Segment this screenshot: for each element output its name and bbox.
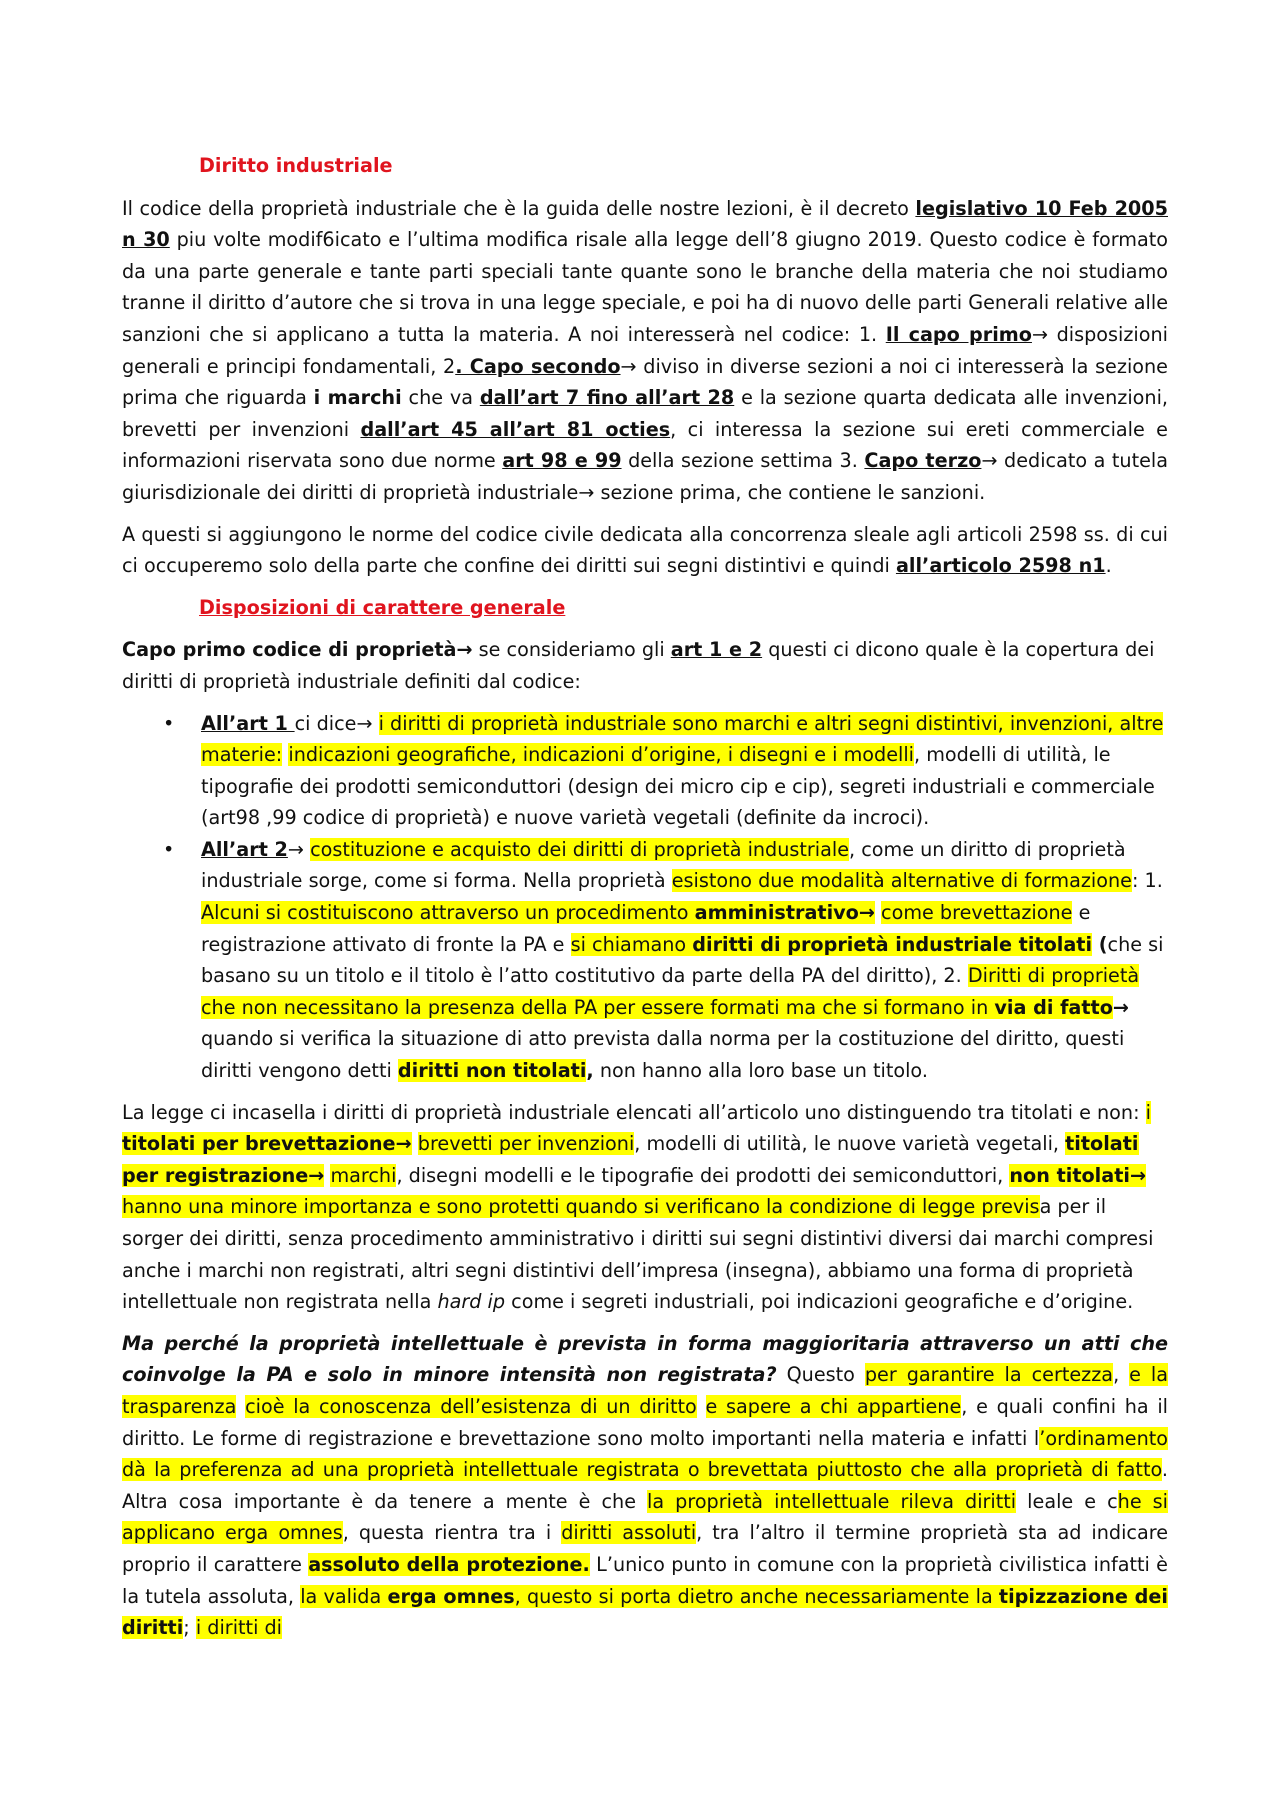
text-run: piu volte modif6icato e l’ultima modifica risale alla legge dell’8 giugno 2019. Questo codice è formato da una parte generale e tante parti speciali tante quante sono le branche della materia che noi studiamo tranne il diritto d’autore che si trova in una legge speciale, e poi ha di nuovo delle parti Generali relative alle sanzioni che si applicano a tutta la materia. A noi interesserà nel codice: 1. [122,228,1168,346]
text-run: All’art 2 [201,837,288,861]
text-run: , come un diritto di proprietà industriale sorge, come si forma. Nella proprietà [201,837,1126,893]
bullet-marker: • [163,711,175,735]
text-run: All’art 1 [201,711,295,735]
bullet-list [122,708,1168,1087]
text-run: → dedicato a tutela giurisdizionale dei diritti di proprietà industriale→ sezione prima, che contiene le sanzioni. [122,449,1168,504]
highlighted-text: come brevettazione [881,901,1073,925]
text-run: leale e c [1016,1489,1118,1513]
text-run: non hanno alla loro base un titolo. [593,1059,928,1083]
text-run [236,1395,245,1418]
paragraph-codice [122,193,1168,509]
paragraph-titolati [122,1097,1168,1318]
text-run: legislativo 10 Feb 2005 n 30 [122,196,1168,252]
text-run [412,1132,418,1155]
highlighted-text: , questo si porta dietro anche necessariamente la [514,1584,999,1608]
highlighted-text: via di fatto [994,995,1113,1019]
highlighted-text: cioè la conoscenza dell’esistenza di un diritto [245,1394,697,1418]
text-run: quando si verifica la situazione di atto prevista dalla norma per la costituzione del diritto, questi diritti vengono detti [201,1027,1125,1083]
highlighted-text: esistono due modalità alternative di formazione [671,869,1132,893]
text-run: , [586,1059,594,1083]
bullet-item-art-1 [122,708,1168,834]
text-run: della sezione settima 3. [621,449,865,473]
text-run: : 1. [1131,869,1163,893]
text-run: , tra l’altro il termine proprietà sta ad indicare proprio il carattere [122,1521,1169,1576]
highlighted-text: si chiamano [570,932,693,956]
text-run: e la sezione quarta dedicata alle invenzioni, brevetti per invenzioni [122,386,1168,441]
text-run: Capo terzo [864,449,982,473]
highlighted-text: non titolati→ [1009,1163,1147,1187]
text-run: , disegni modelli e le tipografie dei prodotti dei semiconduttori, [396,1163,1010,1187]
highlighted-text: e sapere a chi appartiene [705,1394,962,1418]
highlighted-text: Diritti di proprietà che non necessitano la presenza della PA per essere formati ma che si formano in [201,964,1140,1019]
highlighted-text: marchi [330,1163,397,1187]
highlighted-text: e la trasparenza [122,1363,1168,1418]
text-run: , ci interessa la sezione sui ereti commerciale e informazioni riservata sono due norme [122,417,1168,473]
paragraph-proprieta-intellettuale [122,1328,1168,1644]
text-run: . [1105,554,1112,578]
text-run: . Altra cosa importante è da tenere a mente è che [122,1458,1168,1513]
text-run: Capo primo codice di proprietà→ [122,638,473,662]
text-run: i marchi [313,386,402,410]
text-run: Il capo primo [885,322,1032,346]
text-run: e registrazione attivato di fronte la PA e [201,901,1091,956]
text-run: se consideriamo gli [472,638,671,662]
text-run: art 1 e 2 [670,638,763,662]
highlighted-text: indicazioni geografiche, indicazioni d’origine, i disegni e i modelli [288,743,914,767]
highlighted-text: la proprietà intellettuale rileva diritti [647,1489,1017,1513]
highlighted-text: diritti assoluti [561,1521,697,1545]
text-run: La legge ci incasella i diritti di proprietà industriale elencati all’articolo uno distinguendo tra titolati e non: [122,1100,1146,1124]
highlighted-text: per garantire la certezza [864,1363,1114,1387]
bullet-marker: • [163,837,175,861]
text-run: all’articolo 2598 n1 [895,554,1106,578]
text-run: , modelli di utilità, le tipografie dei prodotti semiconduttori (design dei micro cip e cip), segreti industriali e commerciale (art98 ,99 codice di proprietà) e nuove varietà vegetali (definite da incroci). [201,743,1155,830]
highlighted-text: erga omnes [387,1584,515,1608]
text-run: che va [401,386,480,410]
heading-disposizioni-generali: Disposizioni di carattere generale [199,595,566,619]
text-run: → [287,837,311,861]
highlighted-text: costituzione e acquisto dei diritti di proprietà industriale [310,837,850,861]
text-run: , questa rientra tra i [342,1521,562,1545]
document-page [122,150,1168,1654]
highlighted-text: hanno una minore importanza e sono protetti quando si verificano la condizione di legge previs [122,1195,1040,1219]
text-run: dall’art 7 fino all’art 28 [479,386,735,410]
text-run: a per il sorger dei diritti, senza procedimento amministrativo i diritti sui segni distintivi diversi dai marchi compresi anche i marchi non registrati, altri segni distintivi dell’impresa (insegna), abbiamo una forma di proprietà intellettuale non registrata nella [122,1195,1154,1314]
highlighted-text: amministrativo→ [694,901,875,925]
text-run: che si basano su un titolo e il titolo è l’atto costitutivo da parte della PA del diritto), 2. [201,932,1164,988]
text-run: A questi si aggiungono le norme del codice civile dedicata alla concorrenza sleale agli articoli 2598 ss. di cui ci occuperemo solo della parte che confine dei diritti sui segni distintivi e quindi [122,522,1168,578]
highlighted-text: he si applicano erga omnes [122,1489,1168,1545]
paragraph-capo-primo [122,634,1168,697]
bullet-text [201,838,1163,1082]
text-run: → [1112,995,1129,1019]
highlighted-text: diritti di proprietà industriale titolati [692,932,1093,956]
text-run: . Capo secondo [455,354,621,378]
highlighted-text: i [1145,1100,1151,1124]
text-run: dall’art 45 all’art 81 octies [360,417,671,441]
text-run: questi ci dicono quale è la copertura dei diritti di proprietà industriale definiti dal codice: [122,638,1155,693]
text-run: art 98 e 99 [502,449,622,473]
highlighted-text: la valida [300,1584,388,1608]
heading-diritto-industriale: Diritto industriale [199,154,393,177]
bullet-item-art-2 [122,834,1168,1087]
text-run: L’unico punto in comune con la proprietà civilistica infatti è la tutela assoluta, [122,1552,1168,1608]
text-run: , [1113,1363,1130,1387]
text-run [697,1395,706,1418]
highlighted-text: diritti non titolati [397,1059,587,1083]
text-run: , e quali confini ha il diritto. Le forme di registrazione e brevettazione sono molto importanti nella materia e infatti l [122,1394,1168,1450]
text-run: Ma perché la proprietà intellettuale è prevista in forma maggioritaria attraverso un atti che coinvolge la PA e solo in minore intensità non registrata? [122,1331,1168,1387]
highlighted-text: i diritti di [195,1616,283,1640]
text-run: → disposizioni generali e principi fondamentali, 2 [122,322,1168,378]
highlighted-text: i diritti di proprietà industriale sono marchi e altri segni distintivi, invenzioni, altre materie: [201,711,1164,767]
text-run: ( [1092,932,1108,956]
text-run: , modelli di utilità, le nuove varietà vegetali, [634,1132,1066,1156]
text-run: come i segreti industriali, poi indicazioni geografiche e d’origine. [505,1290,1134,1314]
text-run: ; [183,1616,196,1640]
text-run: Il codice della proprietà industriale che è la guida delle nostre lezioni, è il decreto [122,196,916,220]
highlighted-text: titolati per registrazione→ [122,1132,1139,1187]
highlighted-text: brevetti per invenzioni [417,1132,635,1156]
text-run: hard ip [437,1290,506,1314]
highlighted-text: assoluto della protezione. [308,1552,590,1576]
text-run: → diviso in diverse sezioni a noi ci interesserà la sezione prima che riguarda [122,354,1168,410]
paragraph-codice-civile [122,519,1168,582]
highlighted-text: Alcuni si costituiscono attraverso un procedimento [201,901,695,925]
text-run: Questo [776,1363,865,1387]
highlighted-text: tipizzazione dei diritti [122,1584,1168,1640]
text-run: ci dice→ [294,711,379,735]
highlighted-text: ’ordinamento dà la preferenza ad una proprietà intellettuale registrata o brevettata piuttosto che alla proprietà di fatto [122,1426,1168,1482]
highlighted-text: titolati per brevettazione→ [122,1132,412,1156]
bullet-text [201,712,1163,830]
